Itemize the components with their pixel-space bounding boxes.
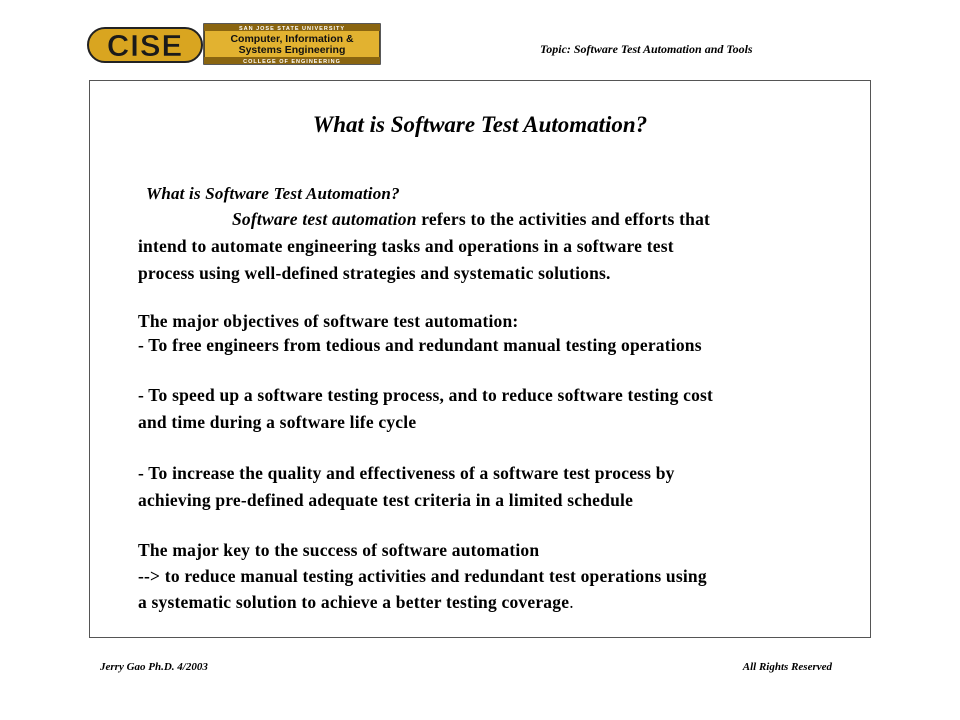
- topic-header: Topic: Software Test Automation and Tools: [540, 42, 753, 56]
- objectives-heading: The major objectives of software test automation:: [138, 311, 519, 331]
- key-line-2-text: a systematic solution to achieve a better testing coverage: [138, 592, 570, 612]
- objective-2-line-2: and time during a software life cycle: [138, 412, 417, 432]
- question-heading: What is Software Test Automation?: [146, 184, 400, 203]
- key-line-2-period: .: [569, 592, 574, 612]
- logo-banner-bottom: COLLEGE OF ENGINEERING: [243, 59, 341, 65]
- key-line-1: --> to reduce manual testing activities and redundant test operations using: [138, 566, 707, 586]
- cise-logo: [86, 22, 382, 66]
- definition-line-1: [232, 209, 710, 230]
- footer-author: Jerry Gao Ph.D. 4/2003: [100, 661, 208, 673]
- logo-banner-top: SAN JOSE STATE UNIVERSITY: [238, 26, 346, 32]
- key-line-2: [138, 592, 574, 613]
- definition-term: Software test automation: [232, 209, 417, 229]
- objective-3-line-1: - To increase the quality and effectiveness of a software test process by: [138, 463, 675, 483]
- definition-rest: refers to the activities and efforts that: [416, 209, 711, 229]
- objective-1: - To free engineers from tedious and redundant manual testing operations: [138, 335, 702, 355]
- definition-line-2: intend to automate engineering tasks and operations in a software test: [138, 236, 674, 256]
- logo-letters: CISE: [106, 28, 184, 63]
- footer-rights: All Rights Reserved: [742, 661, 832, 673]
- definition-line-3: process using well-defined strategies and systematic solutions.: [138, 263, 611, 283]
- key-heading: The major key to the success of software automation: [138, 540, 540, 560]
- logo-line1: Computer, Information &: [230, 33, 354, 45]
- objective-2-line-1: - To speed up a software testing process, and to reduce software testing cost: [138, 385, 714, 405]
- objective-3-line-2: achieving pre-defined adequate test criteria in a limited schedule: [138, 490, 634, 510]
- logo-line2: Systems Engineering: [238, 44, 346, 56]
- slide-title: What is Software Test Automation?: [312, 112, 648, 137]
